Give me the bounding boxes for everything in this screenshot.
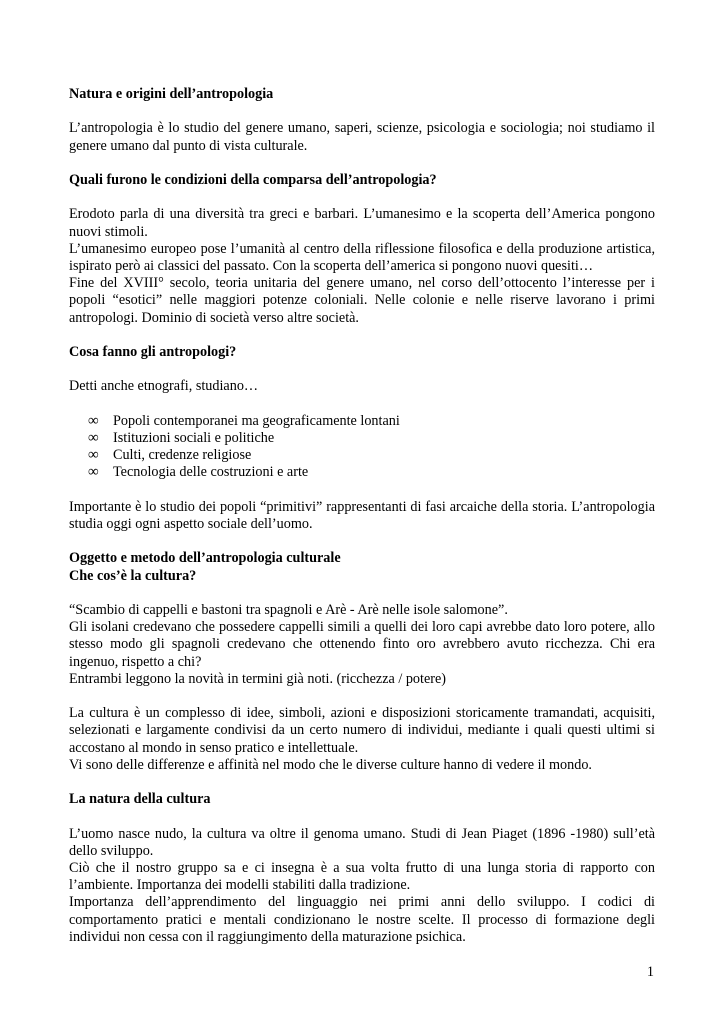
paragraph: “Scambio di cappelli e bastoni tra spagnoli e Arè - Arè nelle isole salomone”.: [69, 601, 508, 618]
document-page: [69, 86, 655, 946]
list-item-text: Tecnologia delle costruzioni e arte: [113, 464, 309, 481]
paragraph: Vi sono delle differenze e affinità nel modo che le diverse culture hanno di vedere il mondo.: [69, 756, 592, 773]
section-heading: Quali furono le condizioni della comparsa dell’antropologia?: [69, 171, 437, 188]
page-number: 1: [646, 964, 654, 980]
infinity-bullet-icon: ∞: [88, 447, 99, 464]
paragraph: L’uomo nasce nudo, la cultura va oltre il genoma umano. Studi di Jean Piaget (1896 -1980) sull’età dello sviluppo.: [69, 825, 655, 859]
section-heading: Natura e origini dell’antropologia: [69, 86, 274, 102]
paragraph: L’umanesimo europeo pose l’umanità al centro della riflessione filosofica e della produzione artistica, ispirato però ai classici del passato. Con la scoperta dell’america si pongono nuovi quesiti…: [69, 240, 655, 274]
infinity-bullet-icon: ∞: [88, 412, 99, 429]
list-item-text: Popoli contemporanei ma geograficamente lontani: [113, 412, 400, 429]
paragraph: Gli isolani credevano che possedere cappelli simili a quelli dei loro capi avrebbe dato loro potere, allo stesso modo gli spagnoli credevano che ottenendo finto oro avrebbero avuto ricchezza. Chi era ingenuo, rispetto a chi?: [69, 619, 655, 670]
infinity-bullet-icon: ∞: [88, 429, 99, 446]
infinity-bullet-icon: ∞: [88, 464, 99, 481]
section-heading: La natura della cultura: [69, 791, 211, 808]
list-item: [88, 430, 655, 447]
paragraph: Erodoto parla di una diversità tra greci e barbari. L’umanesimo e la scoperta dell’America pongono nuovi stimoli.: [69, 206, 655, 240]
section-subheading: Che cos’è la cultura?: [69, 567, 197, 584]
list-item: [88, 413, 655, 430]
list-item-text: Istituzioni sociali e politiche: [113, 429, 275, 446]
bullet-list: [69, 413, 655, 482]
section-heading: Oggetto e metodo dell’antropologia culturale: [69, 550, 341, 567]
paragraph: La cultura è un complesso di idee, simboli, azioni e disposizioni storicamente tramandati, acquisiti, selezionati e largamente condivisi da un certo numero di individui, mediante i quali questi ultimi si accostano al mondo in senso pratico e intellettuale.: [69, 705, 655, 756]
list-item: [88, 464, 655, 481]
paragraph: Importanza dell’apprendimento del linguaggio nei primi anni dello sviluppo. I codici di comportamento pratici e mentali condizionano le nostre scelte. Il processo di formazione degli individui non cessa con il raggiungimento della maturazione psichica.: [69, 894, 655, 945]
paragraph: L’antropologia è lo studio del genere umano, saperi, scienze, psicologia e sociologia; noi studiamo il genere umano dal punto di vista culturale.: [69, 120, 655, 154]
paragraph: Fine del XVIII° secolo, teoria unitaria del genere umano, nel corso dell’ottocento l’interesse per i popoli “esotici” nelle maggiori potenze coloniali. Nelle colonie e nelle riserve lavorano i primi antropologi. Dominio di società verso altre società.: [69, 275, 655, 326]
section-heading: Cosa fanno gli antropologi?: [69, 343, 237, 360]
paragraph: Importante è lo studio dei popoli “primitivi” rappresentanti di fasi arcaiche della storia. L’antropologia studia oggi ogni aspetto sociale dell’uomo.: [69, 498, 655, 532]
paragraph: Entrambi leggono la novità in termini già noti. (ricchezza / potere): [69, 670, 447, 687]
list-item: [88, 447, 655, 464]
paragraph: Detti anche etnografi, studiano…: [69, 378, 259, 395]
paragraph: Ciò che il nostro gruppo sa e ci insegna è a sua volta frutto di una lunga storia di rapporto con l’ambiente. Importanza dei modelli stabiliti dalla tradizione.: [69, 859, 655, 894]
list-item-text: Culti, credenze religiose: [113, 447, 252, 464]
